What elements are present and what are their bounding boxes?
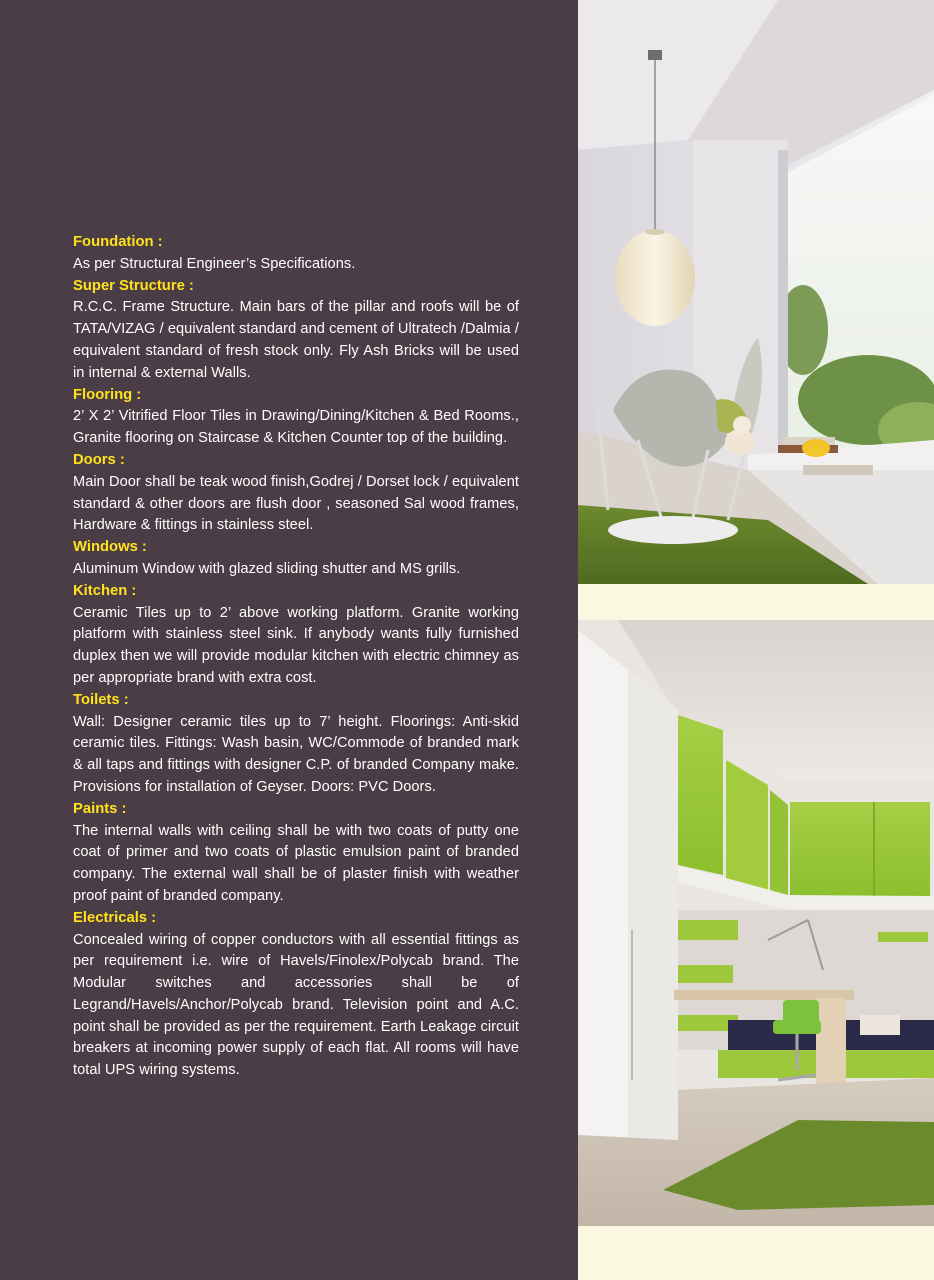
section-paints bbox=[73, 799, 519, 908]
section-heading: Flooring : bbox=[73, 386, 142, 403]
section-heading: Toilets : bbox=[73, 691, 129, 708]
section-body: R.C.C. Frame Structure. Main bars of the pillar and roofs will be of TATA/VIZAG / equivalent standard and cement of Ultratech /Dalmia / equivalent standard of fresh stock only. Fly Ash Bricks will be used in internal & external Walls. bbox=[73, 299, 519, 381]
section-body: Concealed wiring of copper conductors with all essential fittings as per requirement i.e. wire of Havels/Finolex/Polycab brand. The Modular switches and accessories shall be of Legrand/Havels/Anchor/Polycab brand. Television point and A.C. point shall be provided as per the requirement. Earth Leakage circuit breakers at incoming power supply of each flat. All rooms will have total UPS wiring systems. bbox=[73, 931, 519, 1079]
section-windows bbox=[73, 537, 519, 581]
section-electricals bbox=[73, 908, 519, 1082]
lounge-photo bbox=[578, 0, 934, 584]
section-heading: Windows : bbox=[73, 539, 147, 556]
section-heading: Doors : bbox=[73, 451, 125, 468]
section-super-structure bbox=[73, 276, 519, 385]
section-heading: Kitchen : bbox=[73, 582, 137, 599]
study-room-photo bbox=[578, 620, 934, 1226]
specifications-list bbox=[73, 232, 519, 1082]
section-body: 2’ X 2’ Vitrified Floor Tiles in Drawing/Dining/Kitchen & Bed Rooms., Granite flooring on Staircase & Kitchen Counter top of the building. bbox=[73, 408, 519, 447]
section-body: Wall: Designer ceramic tiles up to 7’ height. Floorings: Anti-skid ceramic tiles. Fittings: Wash basin, WC/Commode of branded mark & all taps and fittings with designer C.P. of branded Company make. Provisions for installation of Geyser. Doors: PVC Doors. bbox=[73, 713, 519, 795]
section-flooring bbox=[73, 385, 519, 450]
section-body: Main Door shall be teak wood finish,Godrej / Dorset lock / equivalent standard & other doors are flush door , seasoned Sal wood frames, Hardware & fittings in stainless steel. bbox=[73, 473, 519, 534]
section-body: As per Structural Engineer’s Specifications. bbox=[73, 255, 356, 272]
section-body: The internal walls with ceiling shall be with two coats of putty one coat of primer and two coats of plastic emulsion paint of branded company. The external wall shall be of plaster finish with weather proof paint of branded company. bbox=[73, 822, 519, 904]
section-heading: Super Structure : bbox=[73, 277, 194, 294]
section-heading: Electricals : bbox=[73, 909, 157, 926]
section-toilets bbox=[73, 690, 519, 799]
section-doors bbox=[73, 450, 519, 537]
section-foundation bbox=[73, 232, 519, 276]
section-body: Ceramic Tiles up to 2’ above working platform. Granite working platform with stainless steel sink. If anybody wants fully furnished duplex then we will provide modular kitchen with electric chimney as per appropriate brand with extra cost. bbox=[73, 604, 519, 686]
photo-column bbox=[578, 0, 934, 1280]
section-body: Aluminum Window with glazed sliding shutter and MS grills. bbox=[73, 560, 461, 577]
section-kitchen bbox=[73, 581, 519, 690]
section-heading: Paints : bbox=[73, 800, 127, 817]
section-heading: Foundation : bbox=[73, 234, 163, 250]
